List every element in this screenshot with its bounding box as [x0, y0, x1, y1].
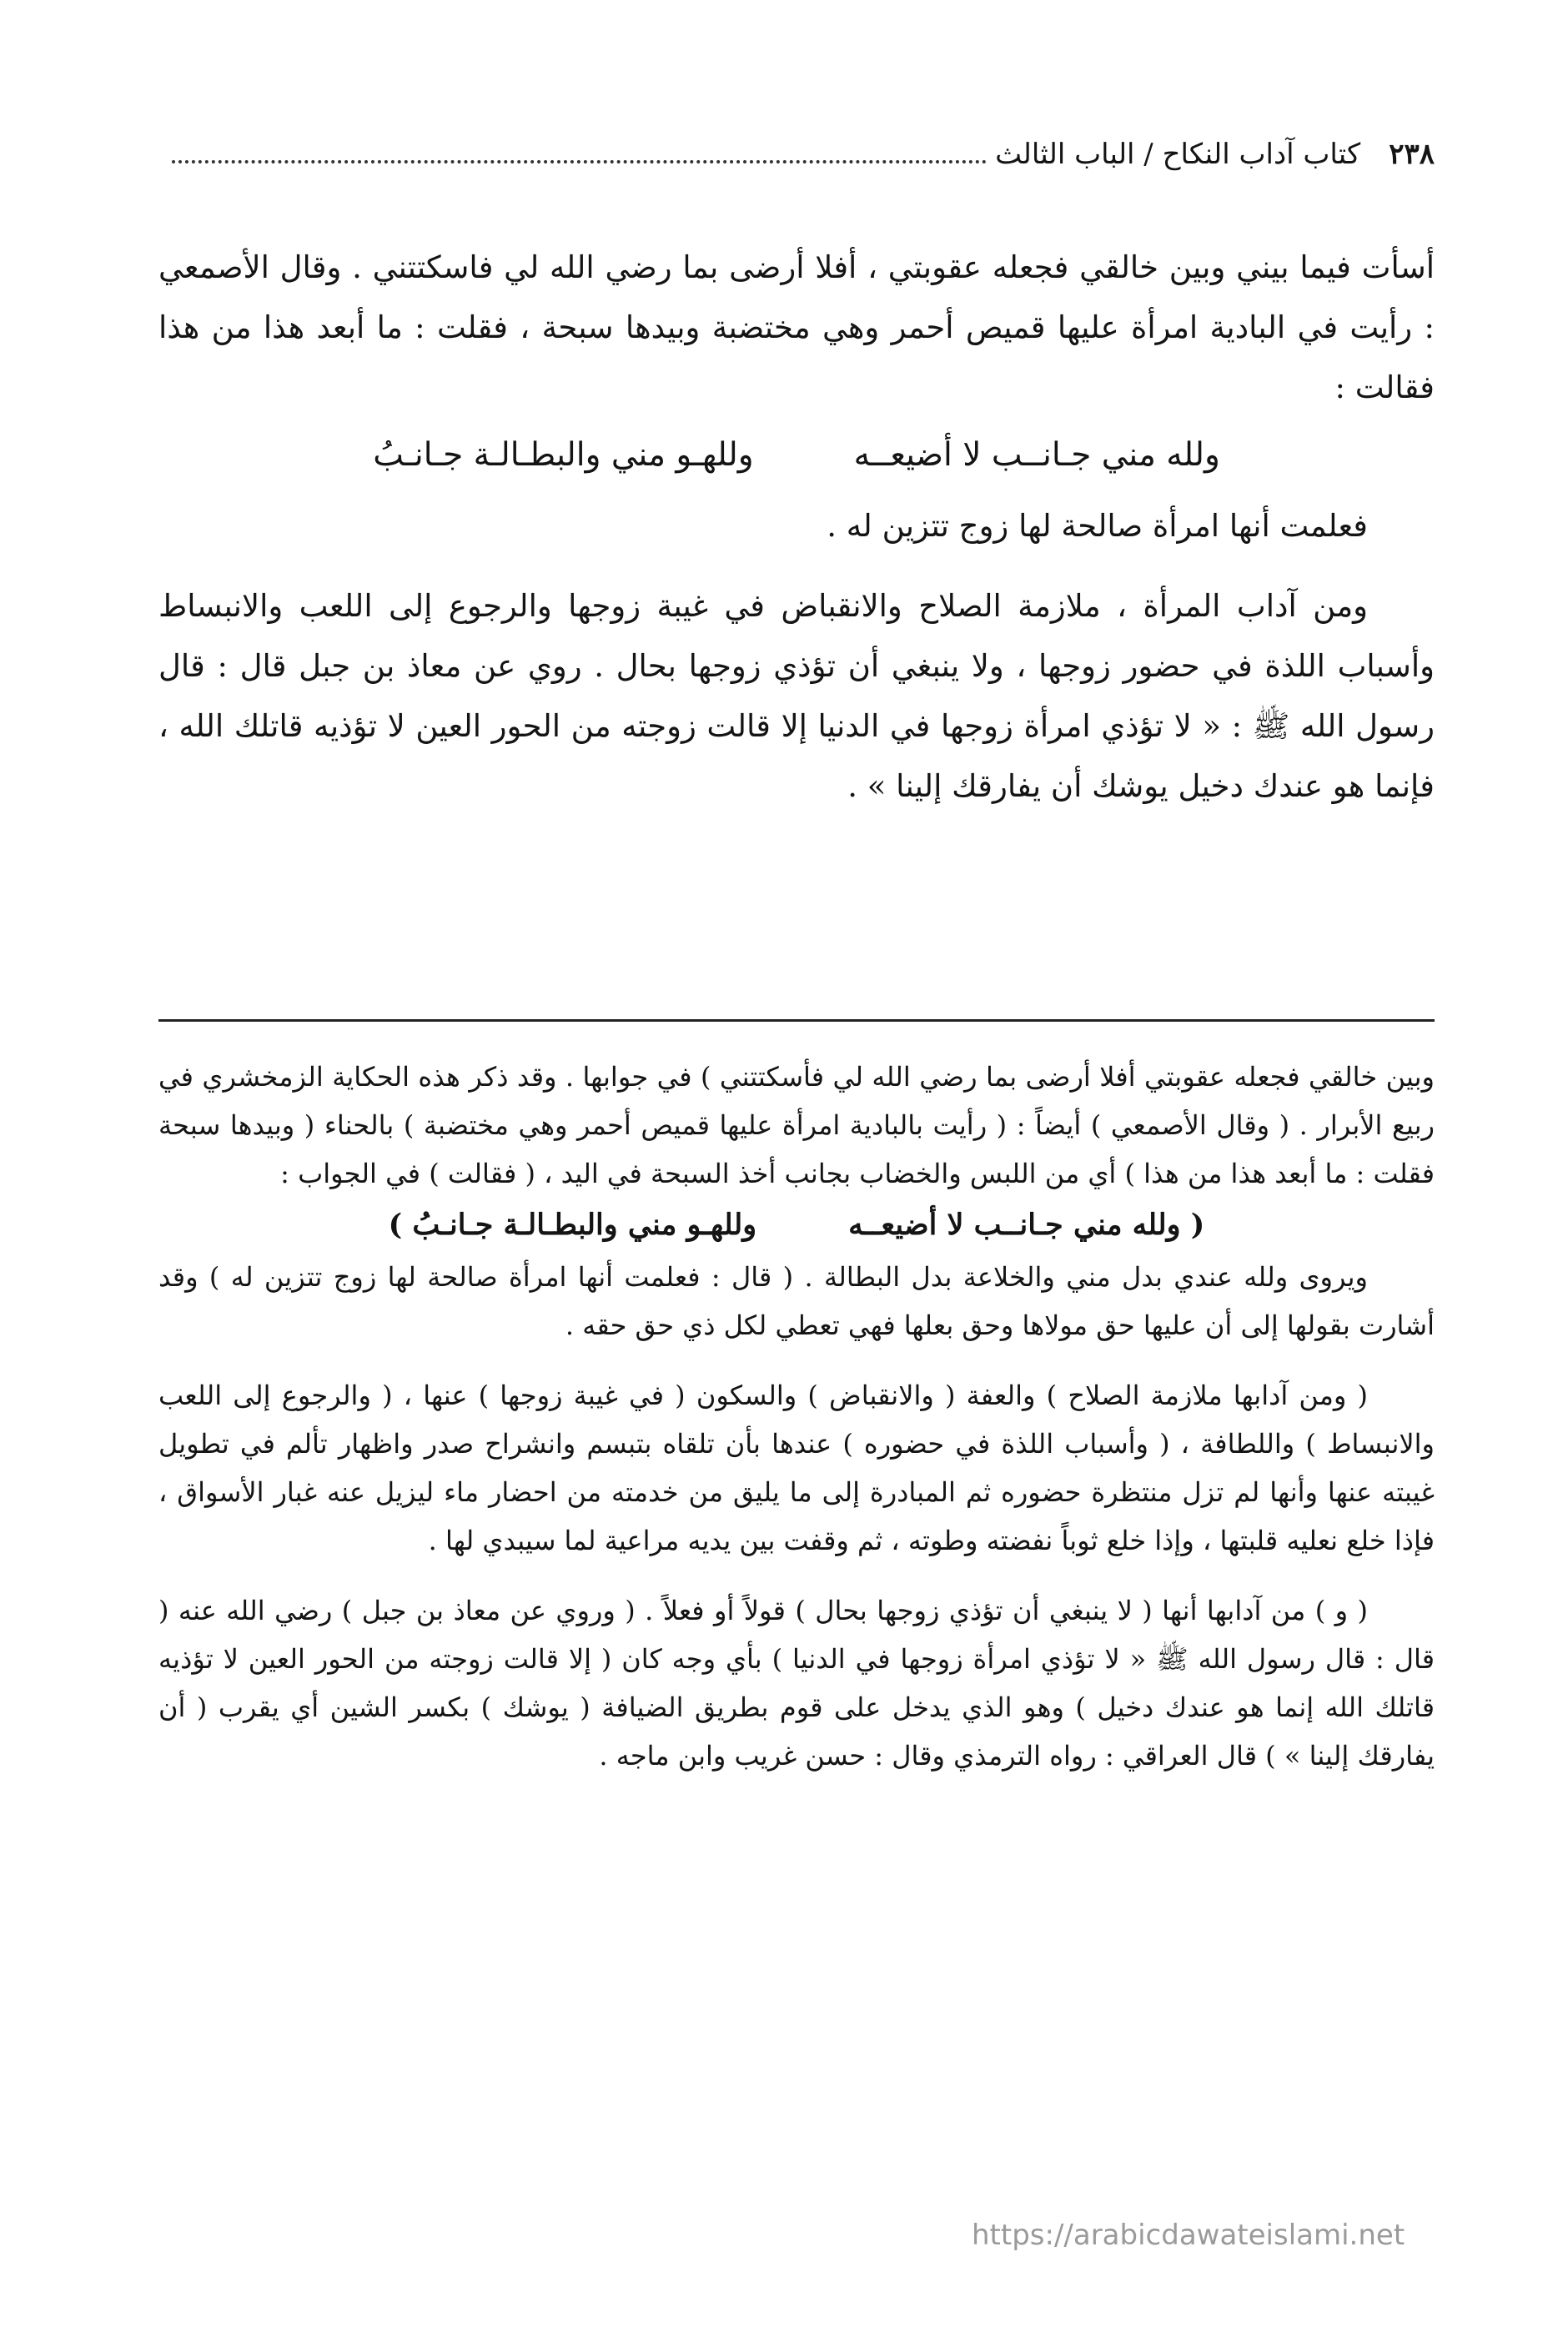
main-verse-first-hemistich: ولله مني جـانــب لا أضيعــه [853, 436, 1220, 474]
paragraph-spacer [158, 1349, 1435, 1371]
main-verse-second-hemistich: وللهـو مني والبطـالـة جـانـبُ [373, 436, 754, 474]
main-paragraph-3: ومن آداب المرأة ، ملازمة الصلاح والانقباض في غيبة زوجها والرجوع إلى اللعب والانبساط وأسباب اللذة في حضور زوجها ، ولا ينبغي أن تؤذي زوجها بحال . روي عن معاذ بن جبل قال : قال رسول الله ﷺ : « لا تؤذي امرأة زوجها في الدنيا إلا قالت زوجته من الحور العين لا تؤذيه قاتلك الله ، فإنما هو عندك دخيل يوشك أن يفارقك إلينا » . [158, 588, 1435, 804]
commentary-verse-second-hemistich: وللهـو مني والبطـالـة جـانـبُ ) [388, 1208, 757, 1242]
commentary-paragraph-3: ( ومن آدابها ملازمة الصلاح ) والعفة ( والانقباض ) والسكون ( في غيبة زوجها ) عنها ، ( والرجوع إلى اللعب والانبساط ) واللطافة ، ( وأسباب اللذة في حضوره ) عندها بأن تلقاه بتبسم وانشراح صدر واظهار تألم في تطويل غيبته عنها وأنها لم تزل منتظرة حضوره ثم المبادرة إلى ما يليق من خدمته من احضار ماء ليزيل عنه غبار الأسواق ، فإذا خلع نعليه قلبتها ، وإذا خلع ثوباً نفضته وطوته ، ثم وقفت بين يديه مراعية لما سيبدي لها . [158, 1380, 1435, 1556]
paragraph-spacer [158, 556, 1435, 576]
page-header [158, 125, 1435, 183]
commentary-paragraph-4: ( و ) من آدابها أنها ( لا ينبغي أن تؤذي زوجها بحال ) قولاً أو فعلاً . ( وروي عن معاذ بن جبل ) رضي الله عنه ( قال : قال رسول الله ﷺ « لا تؤذي امرأة زوجها في الدنيا ) بأي وجه كان ( إلا قالت زوجته من الحور العين لا تؤذيه قاتلك الله إنما هو عندك دخيل ) وهو الذي يدخل على قوم بطريق الضيافة ( يوشك ) بكسر الشين أي يقرب ( أن يفارقك إلينا » ) قال العراقي : رواه الترمذي وقال : حسن غريب وابن ماجه . [158, 1595, 1435, 1772]
watermark-url: https://arabicdawateislami.net [972, 2219, 1405, 2252]
commentary-verse [158, 1198, 1435, 1253]
commentary-paragraph-2: ويروى ولله عندي بدل مني والخلاعة بدل البطالة . ( قال : فعلمت أنها امرأة صالحة لها زوج تتزين له ) وقد أشارت بقولها إلى أن عليها حق مولاها وحق بعلها فهي تعطي لكل ذي حق حقه . [158, 1261, 1435, 1341]
page-number: ٢٣٨ [1389, 138, 1435, 171]
commentary-verse-first-hemistich: ( ولله مني جـانــب لا أضيعــه [848, 1208, 1205, 1242]
main-text [158, 238, 1435, 817]
paragraph-spacer [158, 1565, 1435, 1586]
header-dotted-leader [172, 145, 987, 163]
running-title: كتاب آداب النكاح / الباب الثالث [995, 138, 1361, 171]
commentary-text [158, 1053, 1435, 1780]
main-paragraph-1: أسأت فيما بيني وبين خالقي فجعله عقوبتي ، أفلا أرضى بما رضي الله لي فاسكتتني . وقال الأصمعي : رأيت في البادية امرأة عليها قميص أحمر وهي مختضبة وبيدها سبحة ، فقلت : ما أبعد هذا من هذا فقالت : [158, 249, 1435, 405]
commentary-divider [158, 1019, 1435, 1022]
commentary-paragraph-1: وبين خالقي فجعله عقوبتي أفلا أرضى بما رضي الله لي فأسكتتني ) في جوابها . وقد ذكر هذه الحكاية الزمخشري في ربيع الأبرار . ( وقال الأصمعي ) أيضاً : ( رأيت بالبادية امرأة عليها قميص أحمر وهي مختضبة ) بالحناء ( وبيدها سبحة فقلت : ما أبعد هذا من هذا ) أي من اللبس والخضاب بجانب أخذ السبحة في اليد ، ( فقالت ) في الجواب : [158, 1061, 1435, 1189]
main-paragraph-2: فعلمت أنها امرأة صالحة لها زوج تتزين له . [827, 508, 1368, 544]
main-verse [158, 418, 1435, 493]
